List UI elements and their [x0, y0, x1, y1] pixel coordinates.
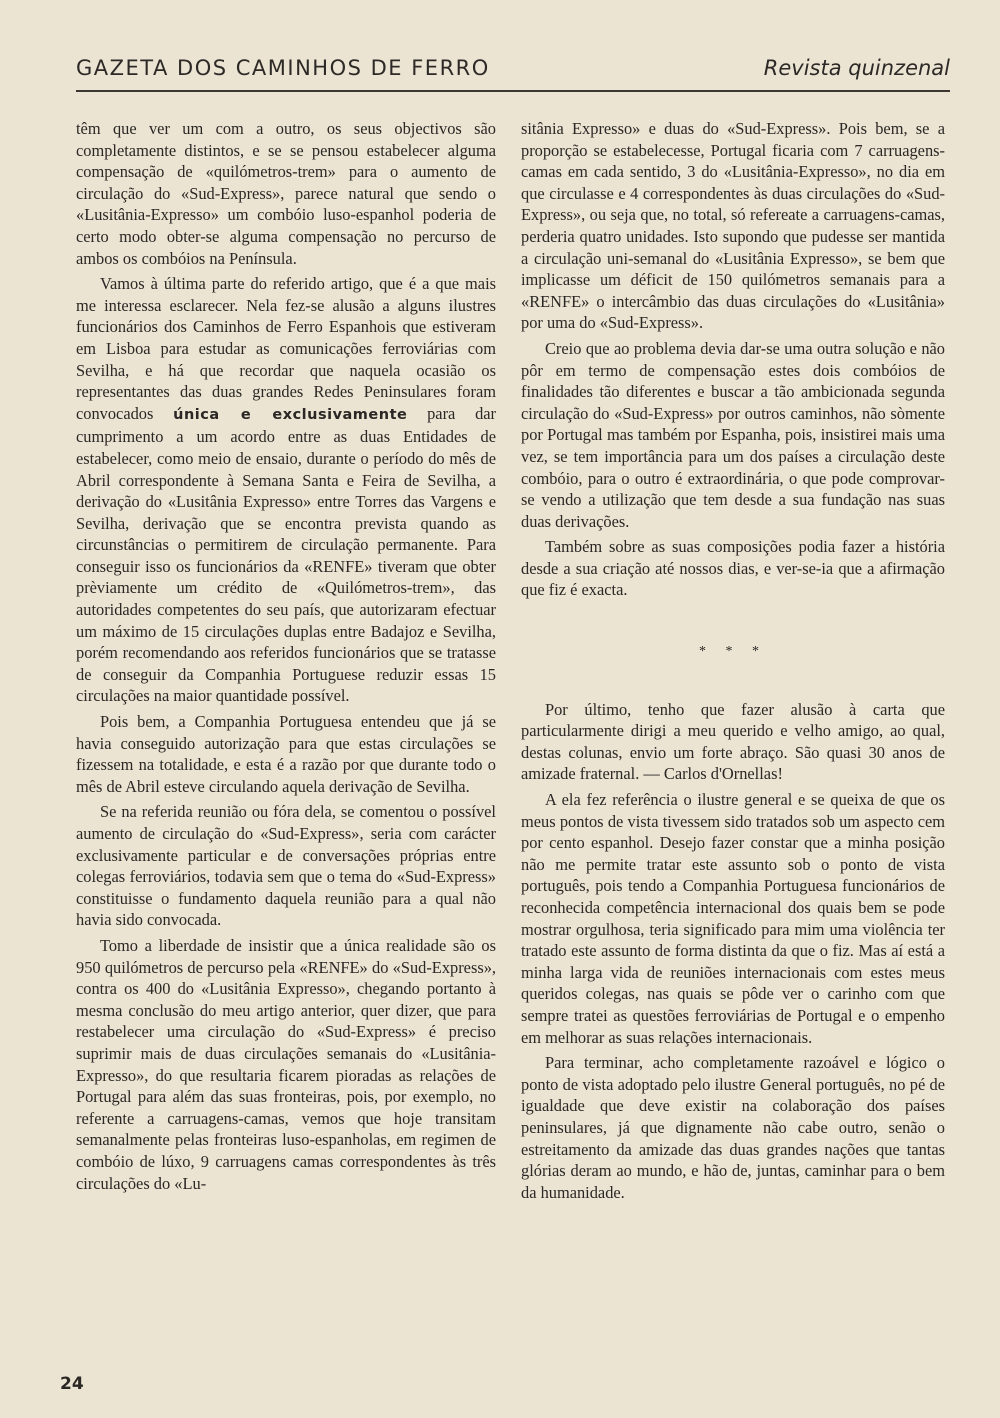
emphasized-text: única e exclusivamente: [173, 406, 408, 423]
section-separator: * * *: [699, 644, 767, 660]
paragraph-text: Vamos à última parte do referido artigo, que é a que mais me interessa esclarecer. Nela fez-se alusão a alguns ilustres funcionários dos Caminhos de Ferro Espanhois que estiveram em Lisboa para estudar as comunicações ferroviárias com Sevilha, e há que recordar que naquela ocasião os representantes das duas grandes Redes Peninsulares foram convocados: [76, 274, 496, 423]
journal-title: GAZETA DOS CAMINHOS DE FERRO: [76, 56, 490, 80]
paragraph: Pois bem, a Companhia Portuguesa entendeu que já se havia conseguido autorização para que estas circulações se fizessem na totalidade, e esta é a razão por que durante todo o mês de Abril esteve circulando aquela derivação de Sevilha.: [76, 712, 496, 796]
page-header: [76, 50, 950, 92]
paragraph: sitânia Expresso» e duas do «Sud-Express». Pois bem, se a proporção se estabelecesse, Portugal ficaria com 7 carruagens-camas em cada sentido, 3 do «Lusitânia-Expresso», no dia em que circulasse e 4 correspondentes às duas circulações do «Sud-Express», ou seja que, no total, só refereate a carruagens-camas, perderia quatro unidades. Isto supondo que pudesse ser mantida a circulação uni-semanal do «Lusitânia Expresso», se bem que implicasse um déficit de 150 quilómetros semanais para a «RENFE» o intercâmbio das duas circulações do «Lusitânia» por uma do «Sud-Express».: [521, 119, 945, 333]
paragraph: A ela fez referência o ilustre general e se queixa de que os meus pontos de vista tivessem sido tratados sob um aspecto cem por cento espanhol. Desejo fazer constar que a minha posição não me permite tratar este assunto sob o ponto de vista português, pois tendo a Companhia Portuguesa funcionários de reconhecida competência internacional dos quais bem se pode mostrar orgulhosa, teria significado para mim uma violência ter tratado este assunto de forma distinta da que o fiz. Mas aí está a minha larga vida de reuniões internacionais com estes meus queridos colegas, nas quais se pôde ver o carinho com que sempre tratei as questões ferroviárias de Portugal e o empenho em melhorar as suas relações internacionais.: [521, 790, 945, 1047]
paragraph-text: para dar cumprimento a um acordo entre as duas Entidades de estabelecer, como meio de ensaio, durante o período do mês de Abril correspondente à Semana Santa e Feira de Sevilha, a derivação do «Lusitânia Expresso» entre Torres das Vargens e Sevilha, derivação que se encontra prevista quando as circunstâncias o permitirem de circulação permanente. Para conseguir isso os funcionários da «RENFE» tiveram que obter prèviamente um crédito de «Quilómetros-trem», das autoridades competentes do seu país, que autorizaram efectuar um máximo de 15 circulações duplas entre Badajoz e Sevilha, porém recomendando aos referidos funcionários que se tratasse de conseguir da Companhia Portuguese reduzir essas 15 circulações na maior quantidade possível.: [76, 403, 496, 706]
paragraph: Por último, tenho que fazer alusão à carta que particularmente dirigi a meu querido e velho amigo, ao qual, destas colunas, envio um forte abraço. São quasi 30 anos de amizade fraternal. — Carlos d'Ornellas!: [521, 699, 945, 784]
left-column: [76, 118, 496, 1198]
paragraph: Se na referida reunião ou fóra dela, se comentou o possível aumento de circulação do «Sud-Express», seria com carácter exclusivamente particular e de conversações próprias entre colegas ferroviários, todavia sem que o tema do «Sud-Express» constituisse o fundamento daquela reunião para a qual não havia sido convocada.: [76, 802, 496, 930]
right-column: [521, 118, 945, 1207]
paragraph: Creio que ao problema devia dar-se uma outra solução e não pôr em termo de compensação estes dois combóios de finalidades tão diferentes e buscar a tão ambicionada segunda circulação do «Sud-Express» por outros caminhos, não sòmente por Portugal mas também por Espanha, pois, insistirei mais uma vez, se tem importância para um dos países a circulação deste combóio, para o outro é extraordinária, o que pode comprovar-se vendo a utilização que tem desde a sua fundação nas suas duas derivações.: [521, 338, 945, 531]
journal-subtitle: Revista quinzenal: [763, 56, 950, 80]
paragraph: [76, 273, 496, 707]
paragraph: Também sobre as suas composições podia fazer a história desde a sua criação até nossos dias, e ver-se-ia que a afirmação que fiz é exacta.: [521, 537, 945, 600]
paragraph: Tomo a liberdade de insistir que a única realidade são os 950 quilómetros de percurso pela «RENFE» do «Sud-Express», contra os 400 do «Lusitânia Expresso», chegando portanto à mesma conclusão do meu artigo anterior, quer dizer, que para restabelecer uma circulação do «Sud-Express» é preciso suprimir mais de duas circulações semanais do «Lusitânia-Expresso», do que resultaria ficarem pioradas as relações de Portugal para além das suas fronteiras, pois, por exemplo, no referente a carruagens-camas, vemos que hoje transitam semanalmente pelas fronteiras luso-espanholas, em regimen de combóio de lúxo, 9 carruagens camas correspondentes às três circulações do «Lu-: [76, 935, 496, 1193]
page-number: 24: [60, 1374, 84, 1394]
paragraph: Para terminar, acho completamente razoável e lógico o ponto de vista adoptado pelo ilustre General português, no pé de igualdade que deve existir na colaboração dos países peninsulares, já que dignamente não cabe outro, senão o estreitamento da amizade das duas grandes nações que tantas glórias deram ao mundo, e hão de, juntas, caminhar para o bem da humanidade.: [521, 1053, 945, 1202]
paragraph: têm que ver um com a outro, os seus objectivos são completamente distintos, e se se pensou estabelecer alguma compensação de «quilómetros-trem» para o aumento de circulação do «Sud-Express», parece natural que sendo o «Lusitânia-Expresso» um combóio luso-espanhol poderia de certo modo obter-se alguma compensação no percurso de ambos os combóios na Península.: [76, 119, 496, 268]
